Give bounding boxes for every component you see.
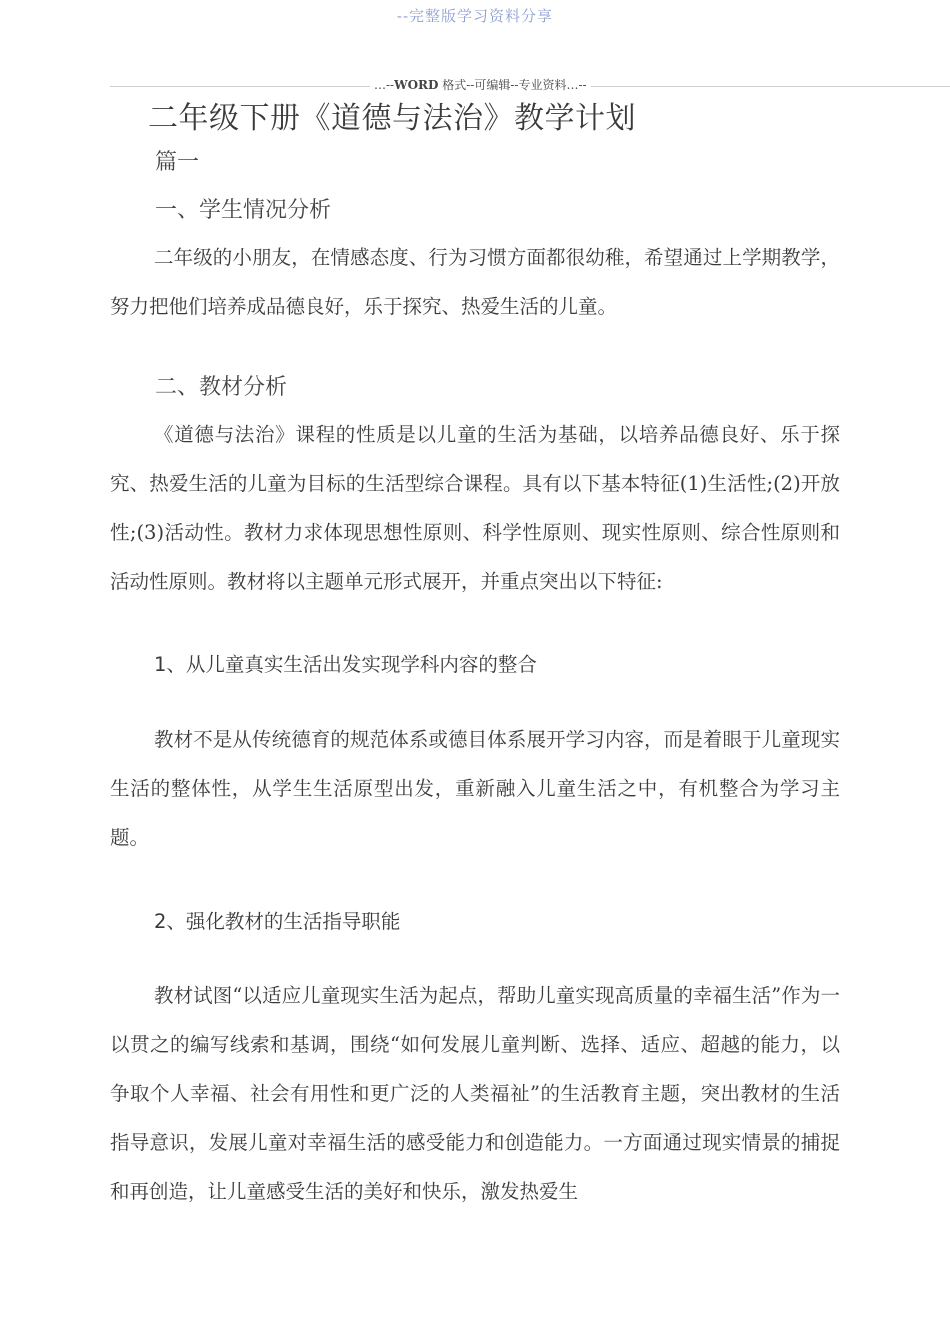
- section-label: 篇一: [155, 150, 200, 175]
- paragraph-integration: 教材不是从传统德育的规范体系或德目体系展开学习内容，而是着眼于儿童现实生活的整体性，从学生生活原型出发，重新融入儿童生活之中，有机整合为学习主题。: [110, 728, 840, 849]
- paragraph-life-guidance: 教材试图“以适应儿童现实生活为起点，帮助儿童实现高质量的幸福生活”作为一以贯之的编写线索和基调，围绕“如何发展儿童判断、选择、适应、超越的能力，以争取个人幸福、社会有用性和更广泛的人类福祉”的生活教育主题，突出教材的生活指导意识，发展儿童对幸福生活的感受能力和创造能力。一方面通过现实情景的捕捉和再创造，让儿童感受生活的美好和快乐，激发热爱生: [110, 984, 840, 1203]
- paragraph-student-analysis: 二年级的小朋友，在情感态度、行为习惯方面都很幼稚，希望通过上学期教学，努力把他们培养成品德良好，乐于探究、热爱生活的儿童。: [110, 246, 840, 318]
- paragraph-course-nature: 《道德与法治》课程的性质是以儿童的生活为基础，以培养品德良好、乐于探究、热爱生活的儿童为目标的生活型综合课程。具有以下基本特征(1)生活性;(2)开放性;(3)活动性。教材力求体现思想性原则、科学性原则、现实性原则、综合性原则和活动性原则。教材将以主题单元形式展开，并重点突出以下特征:: [110, 423, 840, 593]
- header-rest: 格式--可编辑--专业资料…--: [438, 78, 587, 92]
- document-title: 二年级下册《道德与法治》教学计划: [148, 101, 636, 136]
- watermark-text: --完整版学习资料分享: [396, 7, 554, 25]
- heading-textbook-analysis: 二、教材分析: [155, 375, 288, 400]
- subheading-1: 1、从儿童真实生活出发实现学科内容的整合: [154, 653, 537, 676]
- header-prefix: …--: [374, 78, 395, 92]
- subheading-2: 2、强化教材的生活指导职能: [154, 910, 401, 933]
- heading-student-analysis: 一、学生情况分析: [155, 198, 332, 223]
- page-header: [370, 76, 591, 93]
- header-word: WORD: [394, 78, 439, 92]
